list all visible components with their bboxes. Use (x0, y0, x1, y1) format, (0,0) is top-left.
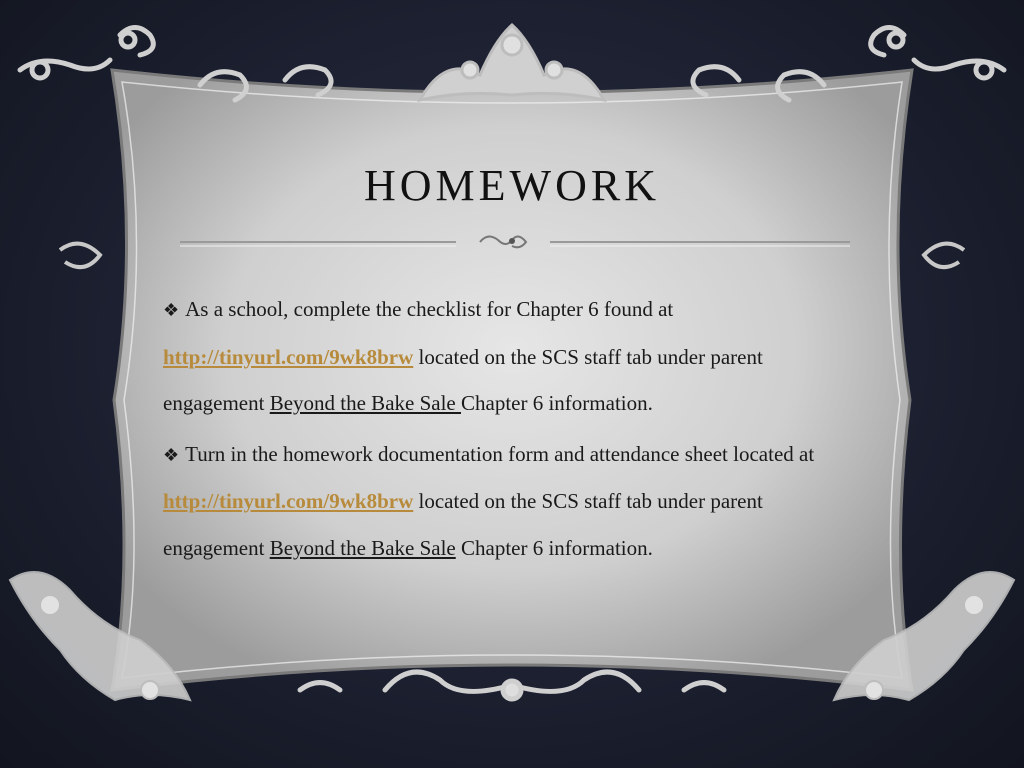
bullet-text: located on the SCS staff tab under parent engagement (163, 344, 763, 415)
bullet-text: Turn in the homework documentation form and attendance sheet located at (185, 441, 815, 466)
bullet-text: Chapter 6 information. (455, 535, 653, 560)
slide-title: HOMEWORK (364, 161, 660, 210)
bullet-text: located on the SCS staff tab under parent engagement (163, 489, 763, 560)
ornament-bottom-center (300, 672, 724, 699)
bullet-text: As a school, complete the checklist for Chapter 6 found at (185, 297, 674, 321)
book-title: Beyond the Bake Sale (269, 535, 456, 560)
ornament-right-side (924, 244, 964, 268)
title-divider (150, 228, 874, 256)
bullet-item (163, 286, 863, 427)
bullet-item (163, 431, 863, 572)
bullet-marker-icon: ❖ (163, 300, 180, 320)
bullet-marker-icon: ❖ (163, 444, 180, 465)
bullet-text: Chapter 6 information. (461, 391, 653, 415)
ornament-top-center (420, 25, 604, 100)
slide-body (163, 286, 863, 571)
book-title: Beyond the Bake Sale (269, 391, 461, 415)
homework-link[interactable]: http://tinyurl.com/9wk8brw (163, 344, 414, 369)
ornament-left-side (60, 244, 100, 268)
homework-link[interactable]: http://tinyurl.com/9wk8brw (163, 489, 414, 513)
